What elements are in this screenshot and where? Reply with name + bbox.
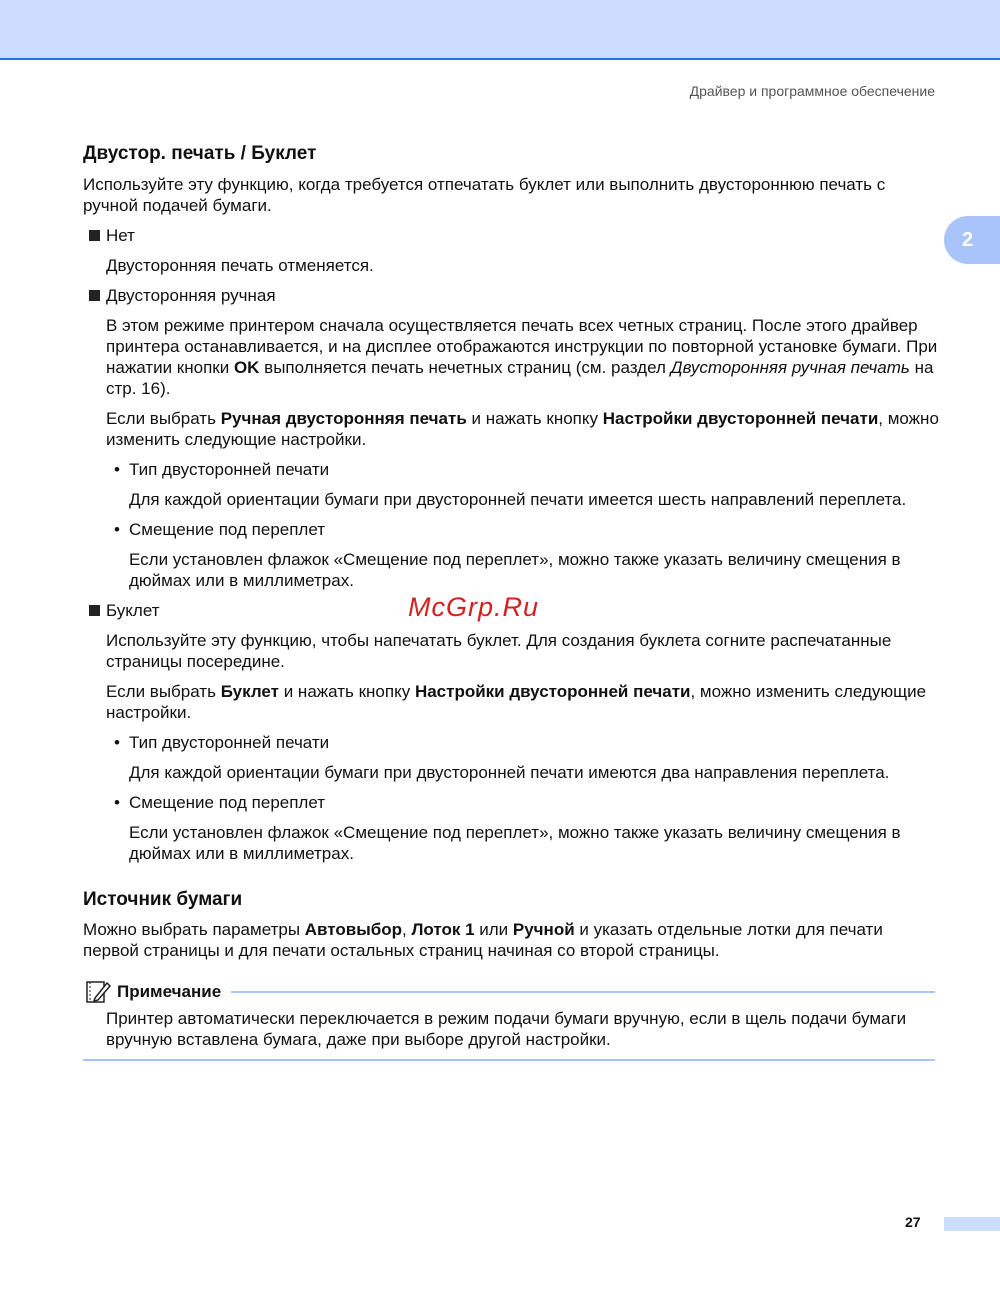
booklet-sub1-desc: Для каждой ориентации бумаги при двусторонней печати имеются два направления переплета. [129, 763, 890, 782]
bold-term: Настройки двусторонней печати [602, 409, 879, 428]
manual-sub1-label-text: Тип двусторонней печати [129, 460, 330, 479]
text-segment: , можно изменить следующие настройки. [106, 409, 939, 449]
text-segment: , можно изменить следующие настройки. [106, 682, 927, 722]
note-pencil-icon [85, 979, 111, 1005]
note-header [83, 979, 939, 1005]
bullet-square-icon [89, 230, 100, 241]
text-segment: на стр. 16). [106, 358, 934, 398]
option-manual-para2 [106, 408, 939, 450]
note-text: Принтер автоматически переключается в режим подачи бумаги вручную, если в щель подачи бумаги вручную вставлена бумага, даже при выборе другой настройки. [106, 1009, 907, 1049]
bullet-dot-icon: • [114, 793, 120, 812]
text-segment: Можно выбрать параметры [83, 920, 305, 939]
text-segment: Если выбрать [106, 409, 221, 428]
option-booklet-label-text: Буклет [106, 601, 160, 620]
footer-bar [944, 1217, 1000, 1231]
booklet-sub2-desc: Если установлен флажок «Смещение под переплет», можно также указать величину смещения в дюймах или в миллиметрах. [129, 823, 901, 863]
header-band [0, 0, 1000, 60]
text-segment: Если выбрать [106, 682, 221, 701]
bullet-square-icon [89, 605, 100, 616]
manual-sub1-desc: Для каждой ориентации бумаги при двусторонней печати имеется шесть направлений переплета. [129, 490, 907, 509]
bold-term: Настройки двусторонней печати [414, 682, 691, 701]
note-divider [231, 991, 935, 993]
manual-sub2-label-text: Смещение под переплет [129, 520, 326, 539]
option-manual-label-text: Двусторонняя ручная [106, 286, 276, 305]
bold-term: Автовыбор [304, 920, 403, 939]
option-none-desc: Двусторонняя печать отменяется. [106, 256, 374, 275]
section-intro: Используйте эту функцию, когда требуется отпечатать буклет или выполнить двустороннюю печать с ручной подачей бумаги. [83, 175, 886, 215]
watermark: McGrp.Ru [408, 592, 540, 622]
booklet-sub1-label [114, 732, 939, 753]
option-none-label [106, 225, 939, 246]
running-title: Драйвер и программное обеспечение [689, 83, 935, 99]
bullet-dot-icon: • [114, 520, 120, 539]
text-segment: В этом режиме принтером сначала осуществляется печать всех четных страниц. После этого драйвер принтера останавливается, и на дисплее отображаются инструкции по повторной установке бумаги. При нажатии кнопки [106, 316, 938, 377]
option-none-label-text: Нет [106, 226, 135, 245]
bold-term: Ручная двусторонняя печать [220, 409, 467, 428]
bold-term: Лоток 1 [411, 920, 475, 939]
manual-sub1-label [114, 459, 939, 480]
booklet-sub2-label-text: Смещение под переплет [129, 793, 326, 812]
page-number: 27 [905, 1214, 921, 1230]
manual-sub2-desc: Если установлен флажок «Смещение под переплет», можно также указать величину смещения в дюймах или в миллиметрах. [129, 550, 901, 590]
bullet-dot-icon: • [114, 733, 120, 752]
text-segment: , [402, 920, 412, 939]
note-title: Примечание [117, 982, 222, 1001]
bold-term: Ручной [512, 920, 575, 939]
text-segment: и нажать кнопку [278, 682, 415, 701]
manual-sub2-label [114, 519, 939, 540]
option-manual-label [106, 285, 939, 306]
page-content [83, 143, 939, 1061]
bold-term: Буклет [220, 682, 279, 701]
option-booklet-label [106, 592, 939, 622]
cross-reference-link[interactable]: Двусторонняя ручная печать [670, 358, 910, 377]
booklet-sub1-label-text: Тип двусторонней печати [129, 733, 330, 752]
text-segment: и указать отдельные лотки для печати первой страницы и для печати остальных страниц начиная со второй страницы. [83, 920, 883, 960]
bullet-dot-icon: • [114, 460, 120, 479]
option-booklet-para2 [106, 681, 939, 723]
text-segment: выполняется печать нечетных страниц (см. раздел [259, 358, 671, 377]
chapter-tab: 2 [944, 216, 1000, 264]
booklet-sub2-label [114, 792, 939, 813]
note-bottom-divider [83, 1059, 935, 1061]
paper-source-para [83, 919, 939, 961]
bullet-square-icon [89, 290, 100, 301]
option-booklet-para1: Используйте эту функцию, чтобы напечатать буклет. Для создания буклета согните распечатанные страницы посередине. [106, 631, 892, 671]
text-segment: или [474, 920, 513, 939]
section-title-paper-source: Источник бумаги [83, 889, 243, 910]
option-manual-para1 [106, 315, 939, 399]
section-title-duplex: Двустор. печать / Буклет [83, 143, 317, 164]
text-segment: и нажать кнопку [466, 409, 603, 428]
ok-button-ref: OK [233, 358, 260, 377]
